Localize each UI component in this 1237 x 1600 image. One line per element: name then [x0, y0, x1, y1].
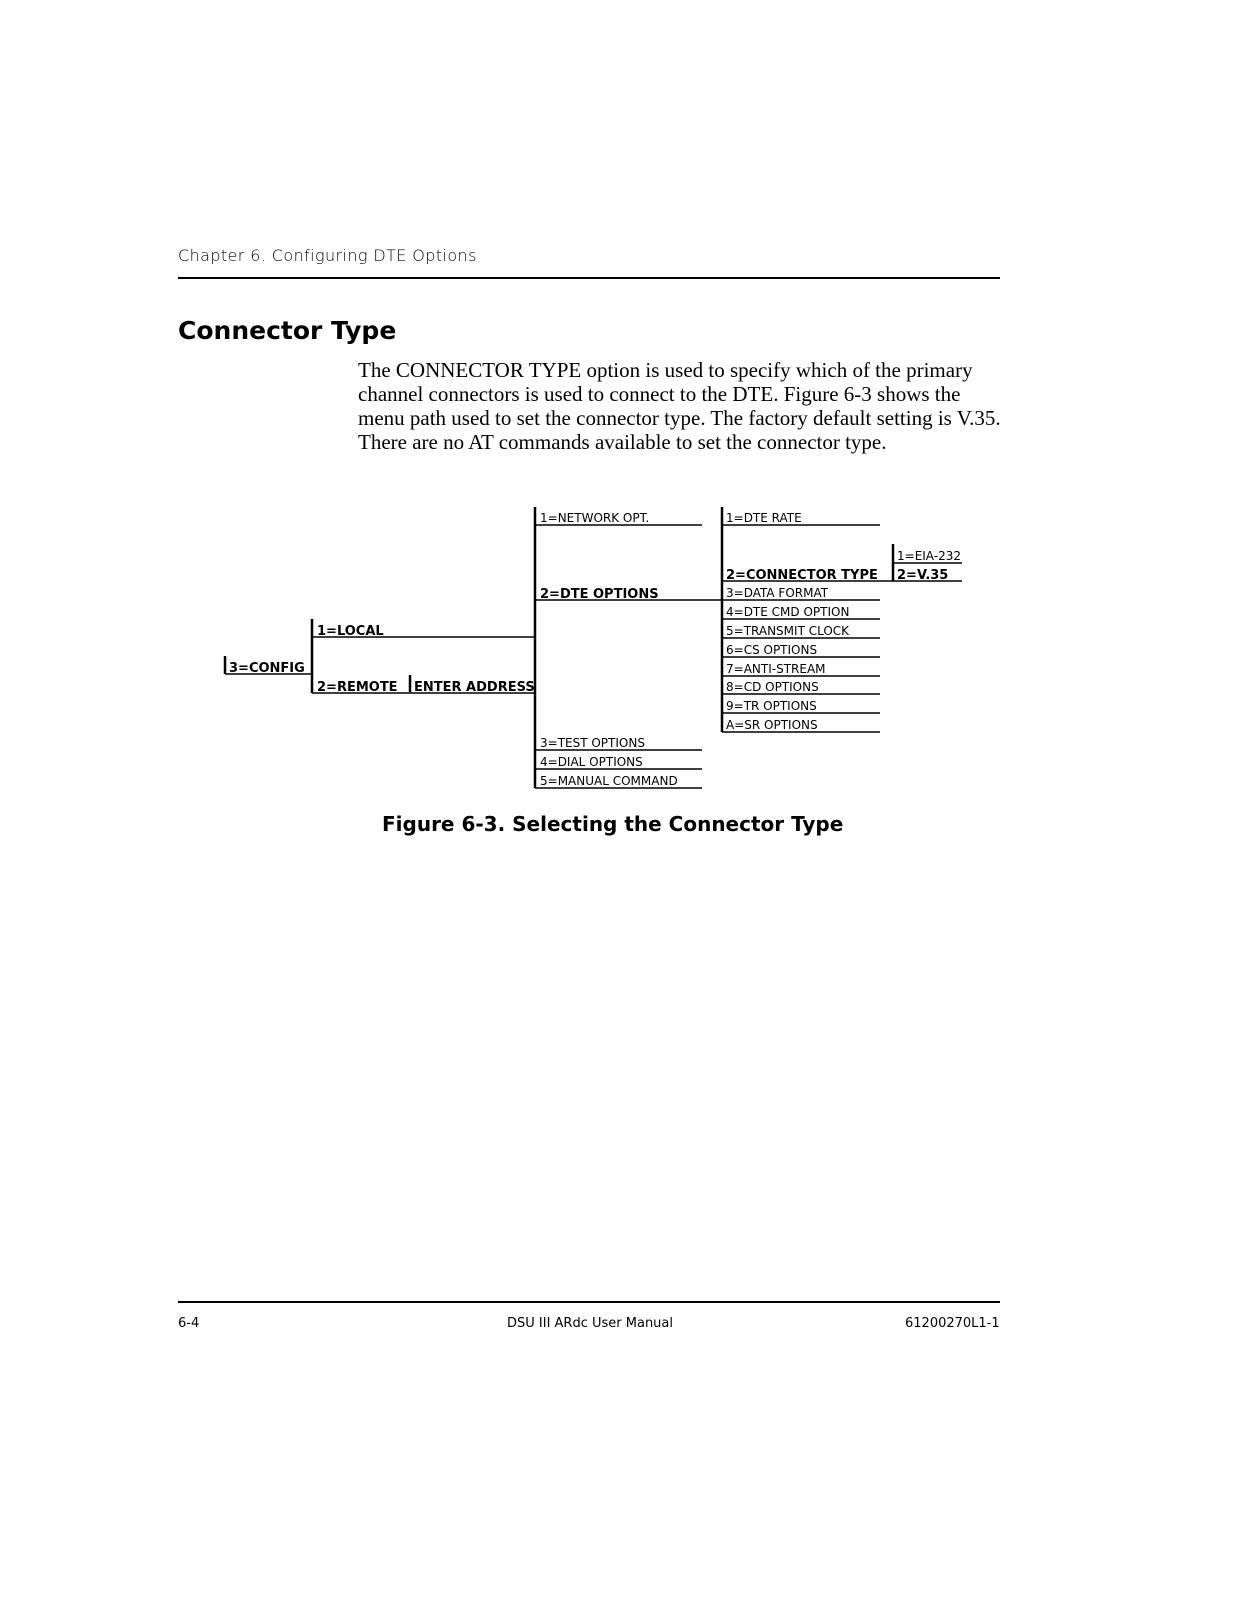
node-dial-options: 4=DIAL OPTIONS [540, 755, 643, 769]
node-anti-stream: 7=ANTI-STREAM [726, 662, 826, 676]
node-sr-options: A=SR OPTIONS [726, 718, 818, 732]
node-manual-command: 5=MANUAL COMMAND [540, 774, 678, 788]
node-enter-address: ENTER ADDRESS [414, 680, 535, 695]
node-network-opt: 1=NETWORK OPT. [540, 511, 650, 525]
node-connector-type: 2=CONNECTOR TYPE [726, 568, 878, 583]
node-cs-options: 6=CS OPTIONS [726, 643, 818, 657]
node-eia-232: 1=EIA-232 [897, 549, 961, 563]
node-local: 1=LOCAL [317, 624, 384, 639]
footer-rule [178, 1301, 1000, 1303]
node-data-format: 3=DATA FORMAT [726, 586, 829, 600]
node-transmit-clock: 5=TRANSMIT CLOCK [726, 624, 850, 638]
node-dte-options: 2=DTE OPTIONS [540, 587, 659, 602]
node-v35: 2=V.35 [897, 568, 949, 583]
figure-caption: Figure 6-3. Selecting the Connector Type [382, 812, 844, 836]
node-cd-options: 8=CD OPTIONS [726, 680, 819, 694]
section-heading: Connector Type [178, 316, 397, 345]
chapter-header: Chapter 6. Configuring DTE Options [178, 246, 477, 265]
footer-page-number: 6-4 [178, 1316, 200, 1331]
section-body: The CONNECTOR TYPE option is used to specify which of the primary channel connectors is used to connect to the DTE. Figure 6-3 shows the menu path used to set the connector type. The factory default setting is V.35. There are no AT commands available to set the connector type. [358, 358, 1001, 454]
node-test-options: 3=TEST OPTIONS [540, 736, 645, 750]
footer-doc-number: 61200270L1-1 [905, 1316, 1000, 1331]
footer-manual-title: DSU III ARdc User Manual [507, 1316, 674, 1331]
node-tr-options: 9=TR OPTIONS [726, 699, 817, 713]
node-remote: 2=REMOTE [317, 680, 398, 695]
node-dte-cmd-option: 4=DTE CMD OPTION [726, 605, 850, 619]
node-dte-rate: 1=DTE RATE [726, 511, 802, 525]
node-config: 3=CONFIG [229, 661, 305, 676]
